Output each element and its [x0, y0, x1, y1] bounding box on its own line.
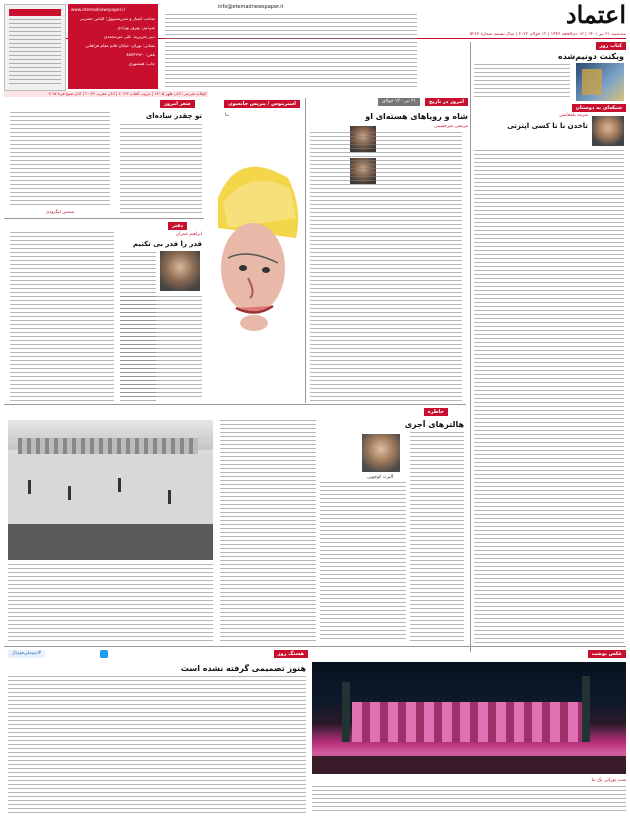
staff-line: سردبیر: بهروز بهزادی — [117, 25, 155, 30]
hashtag-text — [8, 676, 306, 814]
notebook-byline: ابراهیم عمران — [175, 232, 202, 237]
night-photo-caption: شب نورانی یک بنا — [591, 778, 626, 783]
notebook-author-photo — [160, 251, 200, 291]
history-date: ۲۱ تیر - ۱۲ جولای — [378, 98, 420, 106]
memoir-text-3 — [220, 420, 316, 642]
notebook-headline: قدر را قدر بی تکنیم — [132, 240, 202, 248]
staff-line: نشانی: تهران، خیابان قائم مقام فراهانی — [85, 43, 155, 48]
night-photo-text — [312, 786, 626, 814]
logo: اعتماد — [565, 0, 626, 29]
masthead-email[interactable]: info@etemadnewspaper.ir — [218, 4, 284, 10]
book-text — [474, 64, 570, 100]
cartoon-face-icon — [208, 118, 303, 403]
cartoon-illustration — [208, 118, 303, 403]
cartoon-credit: بنا — [225, 113, 229, 118]
staff-line: دبیر تحریریه: علی میرمحمدی — [103, 34, 155, 39]
notebook-text-2 — [120, 296, 202, 400]
hashtag-headline: هنوز تصمیمی گرفته نشده است — [180, 664, 306, 673]
staff-line: تلفن: ۸۸۷۲۳۹۶۰ — [126, 52, 155, 57]
dateline: سه‌شنبه ۲۱ تیر ۱۴۰۱ | ۱۳ ذی‌الحجه ۱۴۴۳ | ۱۲ جولای ۲۰۲۲ | سال بیستم شماره ۵۲۶۳ — [469, 32, 626, 37]
memoir-text-2 — [320, 482, 406, 642]
section-label-photo: عکس نوشت — [588, 650, 626, 658]
section-label-author-strip: شبکه‌ای به دوستان — [572, 104, 626, 112]
masthead-article-text — [165, 14, 417, 88]
mini-front-page — [4, 4, 66, 91]
notebook-text-3 — [10, 232, 114, 402]
memoir-archive-photo — [8, 420, 213, 560]
book-headline: ویکنت دونیم‌شده — [558, 52, 624, 61]
section-label-book: کتاب روز — [596, 42, 626, 50]
memoir-text-4 — [8, 564, 213, 642]
memoir-headline: هالترهای آجری — [404, 420, 464, 429]
section-label-cartoon: استرموس / پتریس جانسون — [224, 100, 300, 108]
poem-text-2 — [10, 112, 110, 208]
section-label-notebook: دفتر — [168, 222, 187, 230]
section-label-memoir: خاطره — [424, 408, 448, 416]
section-label-history: امروز در تاریخ — [425, 98, 468, 106]
history-byline: مرتضی میرحسینی — [434, 124, 468, 129]
poem-headline: تو چقدر ساده‌ای — [145, 112, 202, 120]
staff-website[interactable]: www.etemadnewspaper.ir — [71, 7, 126, 12]
section-label-hashtag: هشتگ روز — [274, 650, 308, 658]
right-column-text — [474, 150, 624, 650]
prayer-times-bar: اوقات شرعی: اذان ظهر ۱۳:۰۵ | غروب آفتاب ۲۰:۲۳ | اذان مغرب ۲۰:۴۲ | اذان صبح فردا ۴:۱۵ — [4, 91, 208, 97]
poem-byline: شمس لنگرودی — [45, 210, 75, 215]
staff-box — [68, 4, 158, 89]
columnist-headline: تاخدن نا تا کسی اپتزتی — [507, 122, 588, 130]
history-text — [310, 132, 462, 402]
twitter-icon — [100, 650, 108, 658]
memoir-author-photo — [362, 434, 400, 472]
staff-line: چاپ: همشهری — [128, 61, 155, 66]
book-cover — [576, 63, 624, 101]
history-headline: شاه و رویاهای هسته‌ای او — [365, 112, 468, 121]
columnist-photo-right — [592, 116, 624, 146]
poem-text — [120, 124, 202, 214]
columnist-subbyline: شرمه بلمحاسی — [559, 113, 588, 118]
staff-line: صاحب امتیاز و مدیرمسوول: الیاس حضرتی — [79, 16, 155, 21]
night-building-photo — [312, 662, 626, 774]
memoir-photo-caption: آلبرت کوچویی — [366, 475, 394, 480]
memoir-text — [410, 432, 464, 642]
hashtag-label[interactable]: #تیم‌ملی‌فوتبال — [8, 650, 45, 658]
section-label-poem: شعر امروز — [160, 100, 195, 108]
